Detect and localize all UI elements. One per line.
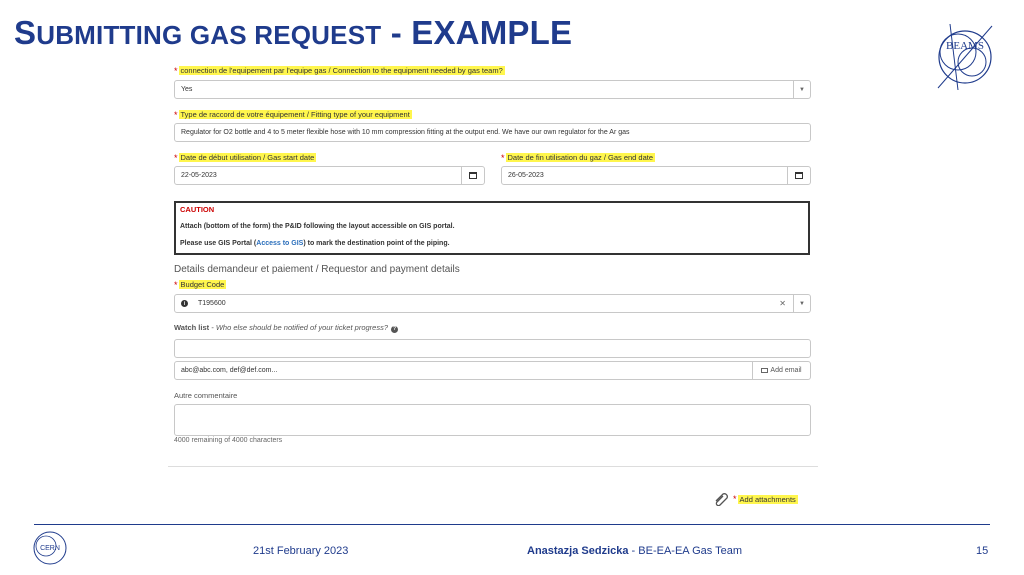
add-attachments[interactable]: * Add attachments — [712, 492, 798, 506]
end-date-input[interactable] — [501, 166, 811, 185]
caution-line-2: Please use GIS Portal (Access to GIS) to mark the destination point of the piping. — [180, 240, 450, 247]
paperclip-icon — [712, 492, 730, 506]
footer-author: Anastazja Sedzicka - BE-EA-EA Gas Team — [527, 545, 743, 557]
help-icon[interactable]: ? — [392, 326, 397, 332]
start-date-label: * Date de début utilisation / Gas start date — [174, 153, 315, 163]
gis-portal-link[interactable]: Access to GIS — [256, 240, 304, 247]
title-initial: S — [14, 14, 37, 51]
caution-box — [174, 201, 810, 255]
calendar-icon[interactable] — [787, 167, 810, 184]
watch-list-hint: - Who else should be notified of your ticket progress? — [209, 323, 388, 332]
caution-title: CAUTION — [180, 205, 215, 214]
gas-request-form — [168, 60, 818, 468]
info-icon: i — [181, 300, 188, 307]
comment-textarea[interactable] — [174, 404, 811, 436]
watch-list-label: Watch list - Who else should be notified of your ticket progress? ? — [174, 323, 397, 332]
end-date-label: * Date de fin utilisation du gaz / Gas end date — [501, 153, 654, 163]
end-date-value: 26-05-2023 — [508, 172, 544, 179]
email-input[interactable] — [174, 361, 811, 380]
form-divider — [168, 466, 818, 467]
budget-code-value: T195600 — [198, 300, 226, 307]
add-email-button[interactable]: Add email — [752, 362, 810, 379]
title-dash: - — [381, 14, 412, 51]
caution-line-1: Attach (bottom of the form) the P&ID following the layout accessible on GIS portal. — [180, 223, 455, 230]
watch-list-input[interactable] — [174, 339, 811, 358]
chars-remaining: 4000 remaining of 4000 characters — [174, 437, 283, 444]
comment-label: Autre commentaire — [174, 391, 238, 400]
title-rest: UBMITTING GAS REQUEST — [36, 20, 382, 50]
add-attachments-label: Add attachments — [739, 494, 796, 504]
section-title: Details demandeur et paiement / Requestor and payment details — [174, 264, 460, 275]
footer-date: 21st February 2023 — [253, 545, 349, 557]
budget-code-select[interactable] — [174, 294, 811, 313]
footer-divider — [34, 524, 990, 525]
page-number: 15 — [976, 545, 989, 557]
fitting-value: Regulator for O2 bottle and 4 to 5 meter flexible hose with 10 mm compression fitting at the output end. We have our own regulator for the Ar gas — [181, 129, 630, 136]
start-date-input[interactable] — [174, 166, 485, 185]
chevron-down-icon[interactable]: ▼ — [793, 81, 810, 98]
beams-logo — [930, 22, 1000, 92]
title-example: EXAMPLE — [411, 14, 573, 51]
fitting-input[interactable] — [174, 123, 811, 142]
slide-title — [14, 14, 572, 52]
connection-select[interactable] — [174, 80, 811, 99]
footer-team: - BE-EA-EA Gas Team — [628, 545, 743, 557]
connection-value: Yes — [181, 86, 193, 93]
cern-logo-text: CERN — [40, 545, 60, 552]
email-placeholder: abc@abc.com, def@def.com... — [181, 367, 278, 374]
beams-logo-text: BEAMS — [946, 40, 984, 52]
start-date-value: 22-05-2023 — [181, 172, 217, 179]
envelope-icon — [761, 368, 768, 373]
calendar-icon[interactable] — [461, 167, 484, 184]
connection-label: * connection de l'equipement par l'equipe gas / Connection to the equipment needed by gas team? — [174, 66, 503, 76]
cern-logo — [32, 530, 68, 566]
fitting-label: * Type de raccord de votre équipement / Fitting type of your equipment — [174, 110, 410, 120]
chevron-down-icon[interactable]: ▼ — [793, 295, 810, 312]
budget-code-label: * Budget Code — [174, 280, 225, 290]
clear-icon[interactable]: ✕ — [779, 299, 786, 308]
